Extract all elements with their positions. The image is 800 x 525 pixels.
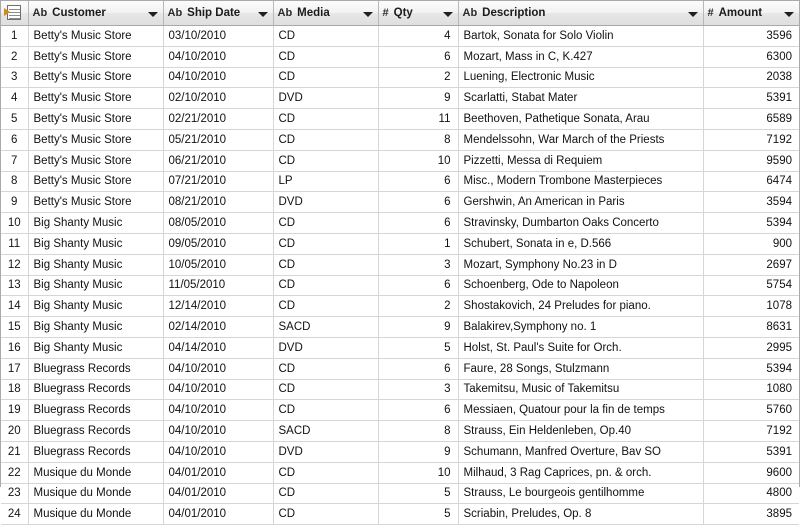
row-number[interactable]: 13 xyxy=(1,275,28,296)
cell-qty[interactable]: 2 xyxy=(378,67,458,88)
cell-amount[interactable]: 2995 xyxy=(703,337,799,358)
cell-amount[interactable]: 9590 xyxy=(703,150,799,171)
table-row[interactable] xyxy=(1,46,799,67)
cell-qty[interactable]: 8 xyxy=(378,129,458,150)
cell-media[interactable]: CD xyxy=(273,150,378,171)
table-row[interactable] xyxy=(1,171,799,192)
cell-customer[interactable]: Betty's Music Store xyxy=(28,109,163,130)
chevron-down-icon[interactable] xyxy=(258,8,269,19)
cell-qty[interactable]: 6 xyxy=(378,275,458,296)
cell-shipdate[interactable]: 06/21/2010 xyxy=(163,150,273,171)
cell-amount[interactable]: 6300 xyxy=(703,46,799,67)
cell-media[interactable]: CD xyxy=(273,109,378,130)
column-header-label-media: Media xyxy=(297,7,330,19)
row-number[interactable]: 17 xyxy=(1,358,28,379)
cell-shipdate[interactable]: 02/10/2010 xyxy=(163,88,273,109)
table-row[interactable] xyxy=(1,504,799,525)
cell-amount[interactable]: 2038 xyxy=(703,67,799,88)
cell-desc[interactable]: Mendelssohn, War March of the Priests xyxy=(458,129,703,150)
table-row[interactable] xyxy=(1,254,799,275)
cell-shipdate[interactable]: 07/21/2010 xyxy=(163,171,273,192)
chevron-down-icon[interactable] xyxy=(443,8,454,19)
cell-shipdate[interactable]: 04/10/2010 xyxy=(163,67,273,88)
cell-shipdate[interactable]: 08/21/2010 xyxy=(163,192,273,213)
row-number[interactable]: 7 xyxy=(1,150,28,171)
row-number[interactable]: 11 xyxy=(1,233,28,254)
cell-customer[interactable]: Musique du Monde xyxy=(28,504,163,525)
row-number[interactable]: 21 xyxy=(1,441,28,462)
column-header-qty[interactable] xyxy=(378,1,458,26)
cell-qty[interactable]: 10 xyxy=(378,462,458,483)
table-row[interactable] xyxy=(1,192,799,213)
cell-desc[interactable]: Luening, Electronic Music xyxy=(458,67,703,88)
cell-media[interactable]: DVD xyxy=(273,192,378,213)
chevron-down-icon[interactable] xyxy=(363,8,374,19)
table-row[interactable] xyxy=(1,275,799,296)
cell-customer[interactable]: Betty's Music Store xyxy=(28,67,163,88)
cell-shipdate[interactable]: 04/10/2010 xyxy=(163,421,273,442)
cell-desc[interactable]: Misc., Modern Trombone Masterpieces xyxy=(458,171,703,192)
row-number[interactable]: 3 xyxy=(1,67,28,88)
cell-customer[interactable]: Big Shanty Music xyxy=(28,254,163,275)
column-header-desc[interactable] xyxy=(458,1,703,26)
cell-qty[interactable]: 6 xyxy=(378,46,458,67)
cell-customer[interactable]: Bluegrass Records xyxy=(28,421,163,442)
cell-qty[interactable]: 8 xyxy=(378,421,458,442)
cell-amount[interactable]: 2697 xyxy=(703,254,799,275)
cell-desc[interactable]: Bartok, Sonata for Solo Violin xyxy=(458,26,703,47)
cell-media[interactable]: CD xyxy=(273,296,378,317)
table-row[interactable] xyxy=(1,379,799,400)
cell-qty[interactable]: 6 xyxy=(378,171,458,192)
table-row[interactable] xyxy=(1,483,799,504)
cell-qty[interactable]: 5 xyxy=(378,483,458,504)
cell-desc[interactable]: Faure, 28 Songs, Stulzmann xyxy=(458,358,703,379)
table-row[interactable] xyxy=(1,88,799,109)
cell-qty[interactable]: 6 xyxy=(378,192,458,213)
table-row[interactable] xyxy=(1,213,799,234)
cell-qty[interactable]: 3 xyxy=(378,254,458,275)
cell-amount[interactable]: 6474 xyxy=(703,171,799,192)
cell-shipdate[interactable]: 04/01/2010 xyxy=(163,504,273,525)
column-header-shipdate[interactable] xyxy=(163,1,273,26)
row-number[interactable]: 14 xyxy=(1,296,28,317)
table-row[interactable] xyxy=(1,233,799,254)
cell-shipdate[interactable]: 09/05/2010 xyxy=(163,233,273,254)
cell-qty[interactable]: 9 xyxy=(378,317,458,338)
chevron-down-icon[interactable] xyxy=(688,8,699,19)
cell-shipdate[interactable]: 04/01/2010 xyxy=(163,462,273,483)
table-header xyxy=(1,1,799,26)
cell-shipdate[interactable]: 04/10/2010 xyxy=(163,379,273,400)
cell-qty[interactable]: 1 xyxy=(378,233,458,254)
cell-customer[interactable]: Big Shanty Music xyxy=(28,317,163,338)
cell-media[interactable]: CD xyxy=(273,67,378,88)
cell-customer[interactable]: Big Shanty Music xyxy=(28,275,163,296)
cell-customer[interactable]: Big Shanty Music xyxy=(28,233,163,254)
cell-amount[interactable]: 900 xyxy=(703,233,799,254)
column-header-label-customer: Customer xyxy=(52,7,106,19)
cell-customer[interactable]: Big Shanty Music xyxy=(28,296,163,317)
cell-amount[interactable]: 4800 xyxy=(703,483,799,504)
column-header-amount[interactable] xyxy=(703,1,799,26)
row-number[interactable]: 23 xyxy=(1,483,28,504)
table-row[interactable] xyxy=(1,358,799,379)
text-type-icon: Ab xyxy=(167,7,183,19)
cell-desc[interactable]: Shostakovich, 24 Preludes for piano. xyxy=(458,296,703,317)
cell-amount[interactable]: 1078 xyxy=(703,296,799,317)
cell-media[interactable]: CD xyxy=(273,46,378,67)
cell-qty[interactable]: 6 xyxy=(378,213,458,234)
text-type-icon: Ab xyxy=(32,7,48,19)
cell-customer[interactable]: Betty's Music Store xyxy=(28,129,163,150)
cell-shipdate[interactable]: 12/14/2010 xyxy=(163,296,273,317)
cell-media[interactable]: CD xyxy=(273,129,378,150)
cell-media[interactable]: CD xyxy=(273,462,378,483)
cell-media[interactable]: SACD xyxy=(273,421,378,442)
cell-media[interactable]: CD xyxy=(273,358,378,379)
cell-qty[interactable]: 4 xyxy=(378,26,458,47)
cell-shipdate[interactable]: 04/01/2010 xyxy=(163,483,273,504)
cell-amount[interactable]: 6589 xyxy=(703,109,799,130)
chevron-down-icon[interactable] xyxy=(784,8,795,19)
cell-media[interactable]: CD xyxy=(273,275,378,296)
cell-desc[interactable]: Pizzetti, Messa di Requiem xyxy=(458,150,703,171)
table-row[interactable] xyxy=(1,441,799,462)
column-header-label-qty: Qty xyxy=(393,7,413,19)
cell-desc[interactable]: Schubert, Sonata in e, D.566 xyxy=(458,233,703,254)
cell-desc[interactable]: Gershwin, An American in Paris xyxy=(458,192,703,213)
cell-amount[interactable]: 3895 xyxy=(703,504,799,525)
cell-shipdate[interactable]: 02/14/2010 xyxy=(163,317,273,338)
cell-media[interactable]: CD xyxy=(273,483,378,504)
cell-desc[interactable]: Strauss, Le bourgeois gentilhomme xyxy=(458,483,703,504)
row-number[interactable]: 2 xyxy=(1,46,28,67)
column-header-label-amount: Amount xyxy=(718,7,763,19)
cell-amount[interactable]: 5391 xyxy=(703,88,799,109)
table-select-all-icon xyxy=(4,4,24,22)
cell-customer[interactable]: Bluegrass Records xyxy=(28,441,163,462)
cell-amount[interactable]: 5394 xyxy=(703,358,799,379)
cell-desc[interactable]: Schoenberg, Ode to Napoleon xyxy=(458,275,703,296)
cell-amount[interactable]: 5760 xyxy=(703,400,799,421)
cell-customer[interactable]: Betty's Music Store xyxy=(28,88,163,109)
cell-customer[interactable]: Musique du Monde xyxy=(28,462,163,483)
cell-amount[interactable]: 8631 xyxy=(703,317,799,338)
cell-desc[interactable]: Milhaud, 3 Rag Caprices, pn. & orch. xyxy=(458,462,703,483)
table-row[interactable] xyxy=(1,317,799,338)
records-table xyxy=(1,1,799,525)
cell-qty[interactable]: 9 xyxy=(378,441,458,462)
cell-customer[interactable]: Betty's Music Store xyxy=(28,171,163,192)
table-row[interactable] xyxy=(1,150,799,171)
cell-media[interactable]: LP xyxy=(273,171,378,192)
cell-qty[interactable]: 10 xyxy=(378,150,458,171)
cell-customer[interactable]: Betty's Music Store xyxy=(28,46,163,67)
cell-desc[interactable]: Scriabin, Preludes, Op. 8 xyxy=(458,504,703,525)
column-header-label-desc: Description xyxy=(482,7,546,19)
row-number[interactable]: 9 xyxy=(1,192,28,213)
cell-qty[interactable]: 5 xyxy=(378,504,458,525)
table-row[interactable] xyxy=(1,296,799,317)
column-header-label-shipdate: Ship Date xyxy=(187,7,241,19)
number-type-icon: # xyxy=(382,7,389,19)
table-row[interactable] xyxy=(1,109,799,130)
header-row xyxy=(1,1,799,26)
cell-shipdate[interactable]: 10/05/2010 xyxy=(163,254,273,275)
cell-desc[interactable]: Takemitsu, Music of Takemitsu xyxy=(458,379,703,400)
table-row[interactable] xyxy=(1,462,799,483)
cell-shipdate[interactable]: 04/14/2010 xyxy=(163,337,273,358)
cell-amount[interactable]: 5394 xyxy=(703,213,799,234)
cell-shipdate[interactable]: 08/05/2010 xyxy=(163,213,273,234)
cell-desc[interactable]: Schumann, Manfred Overture, Bav SO xyxy=(458,441,703,462)
cell-desc[interactable]: Strauss, Ein Heldenleben, Op.40 xyxy=(458,421,703,442)
cell-customer[interactable]: Betty's Music Store xyxy=(28,26,163,47)
row-number[interactable]: 12 xyxy=(1,254,28,275)
cell-media[interactable]: CD xyxy=(273,26,378,47)
cell-shipdate[interactable]: 04/10/2010 xyxy=(163,441,273,462)
cell-desc[interactable]: Beethoven, Pathetique Sonata, Arau xyxy=(458,109,703,130)
table-row[interactable] xyxy=(1,67,799,88)
cell-customer[interactable]: Musique du Monde xyxy=(28,483,163,504)
cell-media[interactable]: DVD xyxy=(273,337,378,358)
table-row[interactable] xyxy=(1,129,799,150)
row-number[interactable]: 19 xyxy=(1,400,28,421)
cell-desc[interactable]: Scarlatti, Stabat Mater xyxy=(458,88,703,109)
cell-desc[interactable]: Holst, St. Paul's Suite for Orch. xyxy=(458,337,703,358)
cell-amount[interactable]: 5754 xyxy=(703,275,799,296)
cell-desc[interactable]: Mozart, Symphony No.23 in D xyxy=(458,254,703,275)
cell-amount[interactable]: 9600 xyxy=(703,462,799,483)
cell-desc[interactable]: Stravinsky, Dumbarton Oaks Concerto xyxy=(458,213,703,234)
column-header-media[interactable] xyxy=(273,1,378,26)
cell-media[interactable]: CD xyxy=(273,213,378,234)
cell-amount[interactable]: 5391 xyxy=(703,441,799,462)
cell-media[interactable]: CD xyxy=(273,254,378,275)
text-type-icon: Ab xyxy=(277,7,293,19)
row-number[interactable]: 24 xyxy=(1,504,28,525)
select-all-corner[interactable] xyxy=(1,1,28,26)
cell-qty[interactable]: 6 xyxy=(378,358,458,379)
row-number[interactable]: 15 xyxy=(1,317,28,338)
cell-shipdate[interactable]: 04/10/2010 xyxy=(163,46,273,67)
column-header-customer[interactable] xyxy=(28,1,163,26)
cell-shipdate[interactable]: 05/21/2010 xyxy=(163,129,273,150)
row-number[interactable]: 20 xyxy=(1,421,28,442)
row-number[interactable]: 22 xyxy=(1,462,28,483)
cell-media[interactable]: CD xyxy=(273,504,378,525)
cell-customer[interactable]: Bluegrass Records xyxy=(28,358,163,379)
cell-qty[interactable]: 3 xyxy=(378,379,458,400)
cell-qty[interactable]: 11 xyxy=(378,109,458,130)
number-type-icon: # xyxy=(707,7,714,19)
table-row[interactable] xyxy=(1,337,799,358)
row-number[interactable]: 1 xyxy=(1,26,28,47)
table-row[interactable] xyxy=(1,26,799,47)
row-number[interactable]: 16 xyxy=(1,337,28,358)
cell-amount[interactable]: 7192 xyxy=(703,129,799,150)
table-row[interactable] xyxy=(1,421,799,442)
row-number[interactable]: 18 xyxy=(1,379,28,400)
cell-customer[interactable]: Bluegrass Records xyxy=(28,379,163,400)
cell-customer[interactable]: Betty's Music Store xyxy=(28,150,163,171)
cell-customer[interactable]: Big Shanty Music xyxy=(28,213,163,234)
text-type-icon: Ab xyxy=(462,7,478,19)
cell-media[interactable]: DVD xyxy=(273,441,378,462)
row-number[interactable]: 10 xyxy=(1,213,28,234)
cell-media[interactable]: CD xyxy=(273,400,378,421)
cell-amount[interactable]: 1080 xyxy=(703,379,799,400)
cell-media[interactable]: CD xyxy=(273,379,378,400)
cell-media[interactable]: SACD xyxy=(273,317,378,338)
cell-desc[interactable]: Messiaen, Quatour pour la fin de temps xyxy=(458,400,703,421)
cell-amount[interactable]: 3594 xyxy=(703,192,799,213)
cell-desc[interactable]: Balakirev,Symphony no. 1 xyxy=(458,317,703,338)
cell-customer[interactable]: Betty's Music Store xyxy=(28,192,163,213)
cell-desc[interactable]: Mozart, Mass in C, K.427 xyxy=(458,46,703,67)
cell-shipdate[interactable]: 03/10/2010 xyxy=(163,26,273,47)
table-body xyxy=(1,26,799,525)
cell-customer[interactable]: Big Shanty Music xyxy=(28,337,163,358)
cell-qty[interactable]: 2 xyxy=(378,296,458,317)
cell-qty[interactable]: 6 xyxy=(378,400,458,421)
cell-customer[interactable]: Bluegrass Records xyxy=(28,400,163,421)
cell-shipdate[interactable]: 04/10/2010 xyxy=(163,400,273,421)
cell-shipdate[interactable]: 11/05/2010 xyxy=(163,275,273,296)
chevron-down-icon[interactable] xyxy=(148,8,159,19)
row-number[interactable]: 6 xyxy=(1,129,28,150)
cell-amount[interactable]: 3596 xyxy=(703,26,799,47)
cell-qty[interactable]: 9 xyxy=(378,88,458,109)
cell-qty[interactable]: 5 xyxy=(378,337,458,358)
cell-media[interactable]: CD xyxy=(273,233,378,254)
row-number[interactable]: 4 xyxy=(1,88,28,109)
cell-media[interactable]: DVD xyxy=(273,88,378,109)
cell-shipdate[interactable]: 02/21/2010 xyxy=(163,109,273,130)
cell-shipdate[interactable]: 04/10/2010 xyxy=(163,358,273,379)
row-number[interactable]: 8 xyxy=(1,171,28,192)
table-row[interactable] xyxy=(1,400,799,421)
row-number[interactable]: 5 xyxy=(1,109,28,130)
cell-amount[interactable]: 7192 xyxy=(703,421,799,442)
